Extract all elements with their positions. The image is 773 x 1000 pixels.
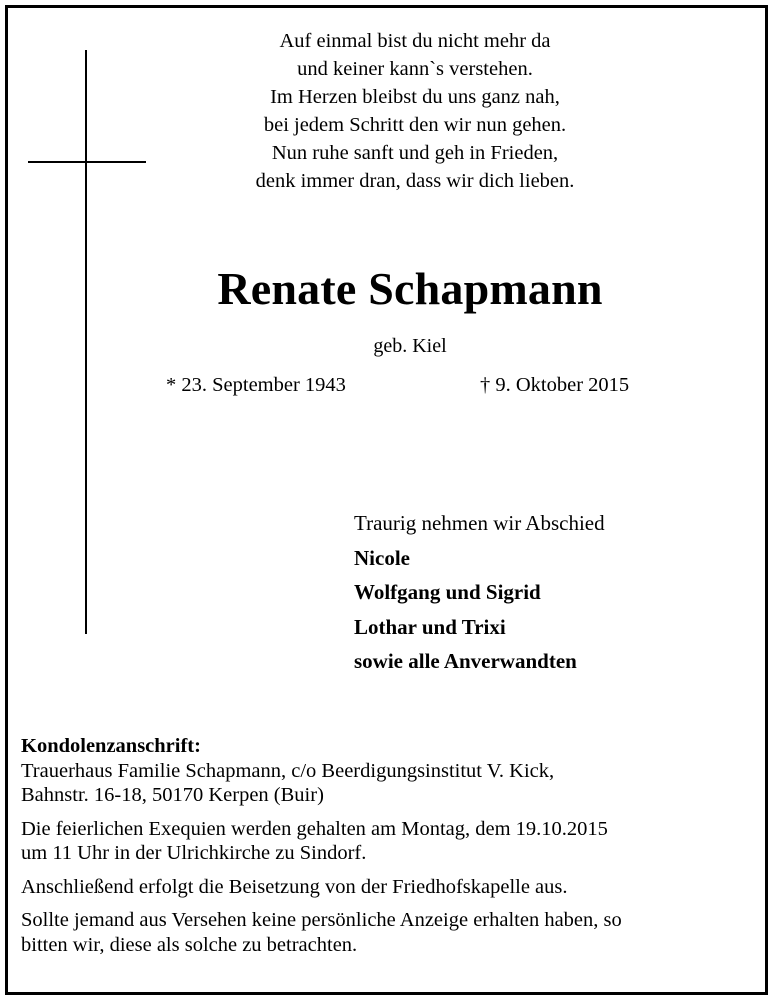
condolence-line: Trauerhaus Familie Schapmann, c/o Beerdigungsinstitut V. Kick, [21, 759, 555, 782]
mourner-name: Lothar und Trixi [354, 614, 506, 639]
notice-line: bitten wir, diese als solche zu betrachten. [21, 933, 358, 956]
condolence-heading: Kondolenzanschrift: [21, 735, 201, 757]
birth-date: * 23. September 1943 [166, 374, 346, 396]
memorial-poem [200, 27, 630, 195]
poem-line: und keiner kann`s verstehen. [297, 58, 533, 80]
notice-text [21, 908, 756, 957]
mourner-name: Nicole [354, 545, 410, 570]
condolence-address [21, 734, 756, 808]
mourner-name: Wolfgang und Sigrid [354, 580, 541, 604]
notice-line: Sollte jemand aus Versehen keine persönliche Anzeige erhalten haben, so [21, 909, 622, 931]
condolence-line: Bahnstr. 16-18, 50170 Kerpen (Buir) [21, 784, 324, 806]
burial-line: Anschließend erfolgt die Beisetzung von der Friedhofskapelle aus. [21, 875, 568, 898]
mourners-list [354, 506, 605, 679]
cross-icon-horizontal-bar [28, 161, 146, 163]
service-line: Die feierlichen Exequien werden gehalten am Montag, dem 19.10.2015 [21, 817, 608, 840]
poem-line: Auf einmal bist du nicht mehr da [279, 30, 551, 52]
mourners-intro: Traurig nehmen wir Abschied [354, 511, 605, 535]
poem-line: denk immer dran, dass wir dich lieben. [255, 170, 575, 192]
service-line: um 11 Uhr in der Ulrichkirche zu Sindorf. [21, 842, 367, 864]
maiden-name: geb. Kiel [373, 335, 447, 357]
service-details [21, 817, 756, 866]
deceased-name: Renate Schapmann [217, 263, 603, 314]
poem-line: Nun ruhe sanft und geh in Frieden, [271, 142, 559, 164]
poem-line: Im Herzen bleibst du uns ganz nah, [270, 86, 560, 108]
poem-line: bei jedem Schritt den wir nun gehen. [263, 114, 567, 136]
death-date: † 9. Oktober 2015 [480, 374, 630, 396]
funeral-info [21, 734, 756, 966]
mourner-name: sowie alle Anverwandten [354, 649, 577, 673]
burial-details [21, 875, 756, 900]
cross-icon-vertical-bar [85, 50, 87, 634]
